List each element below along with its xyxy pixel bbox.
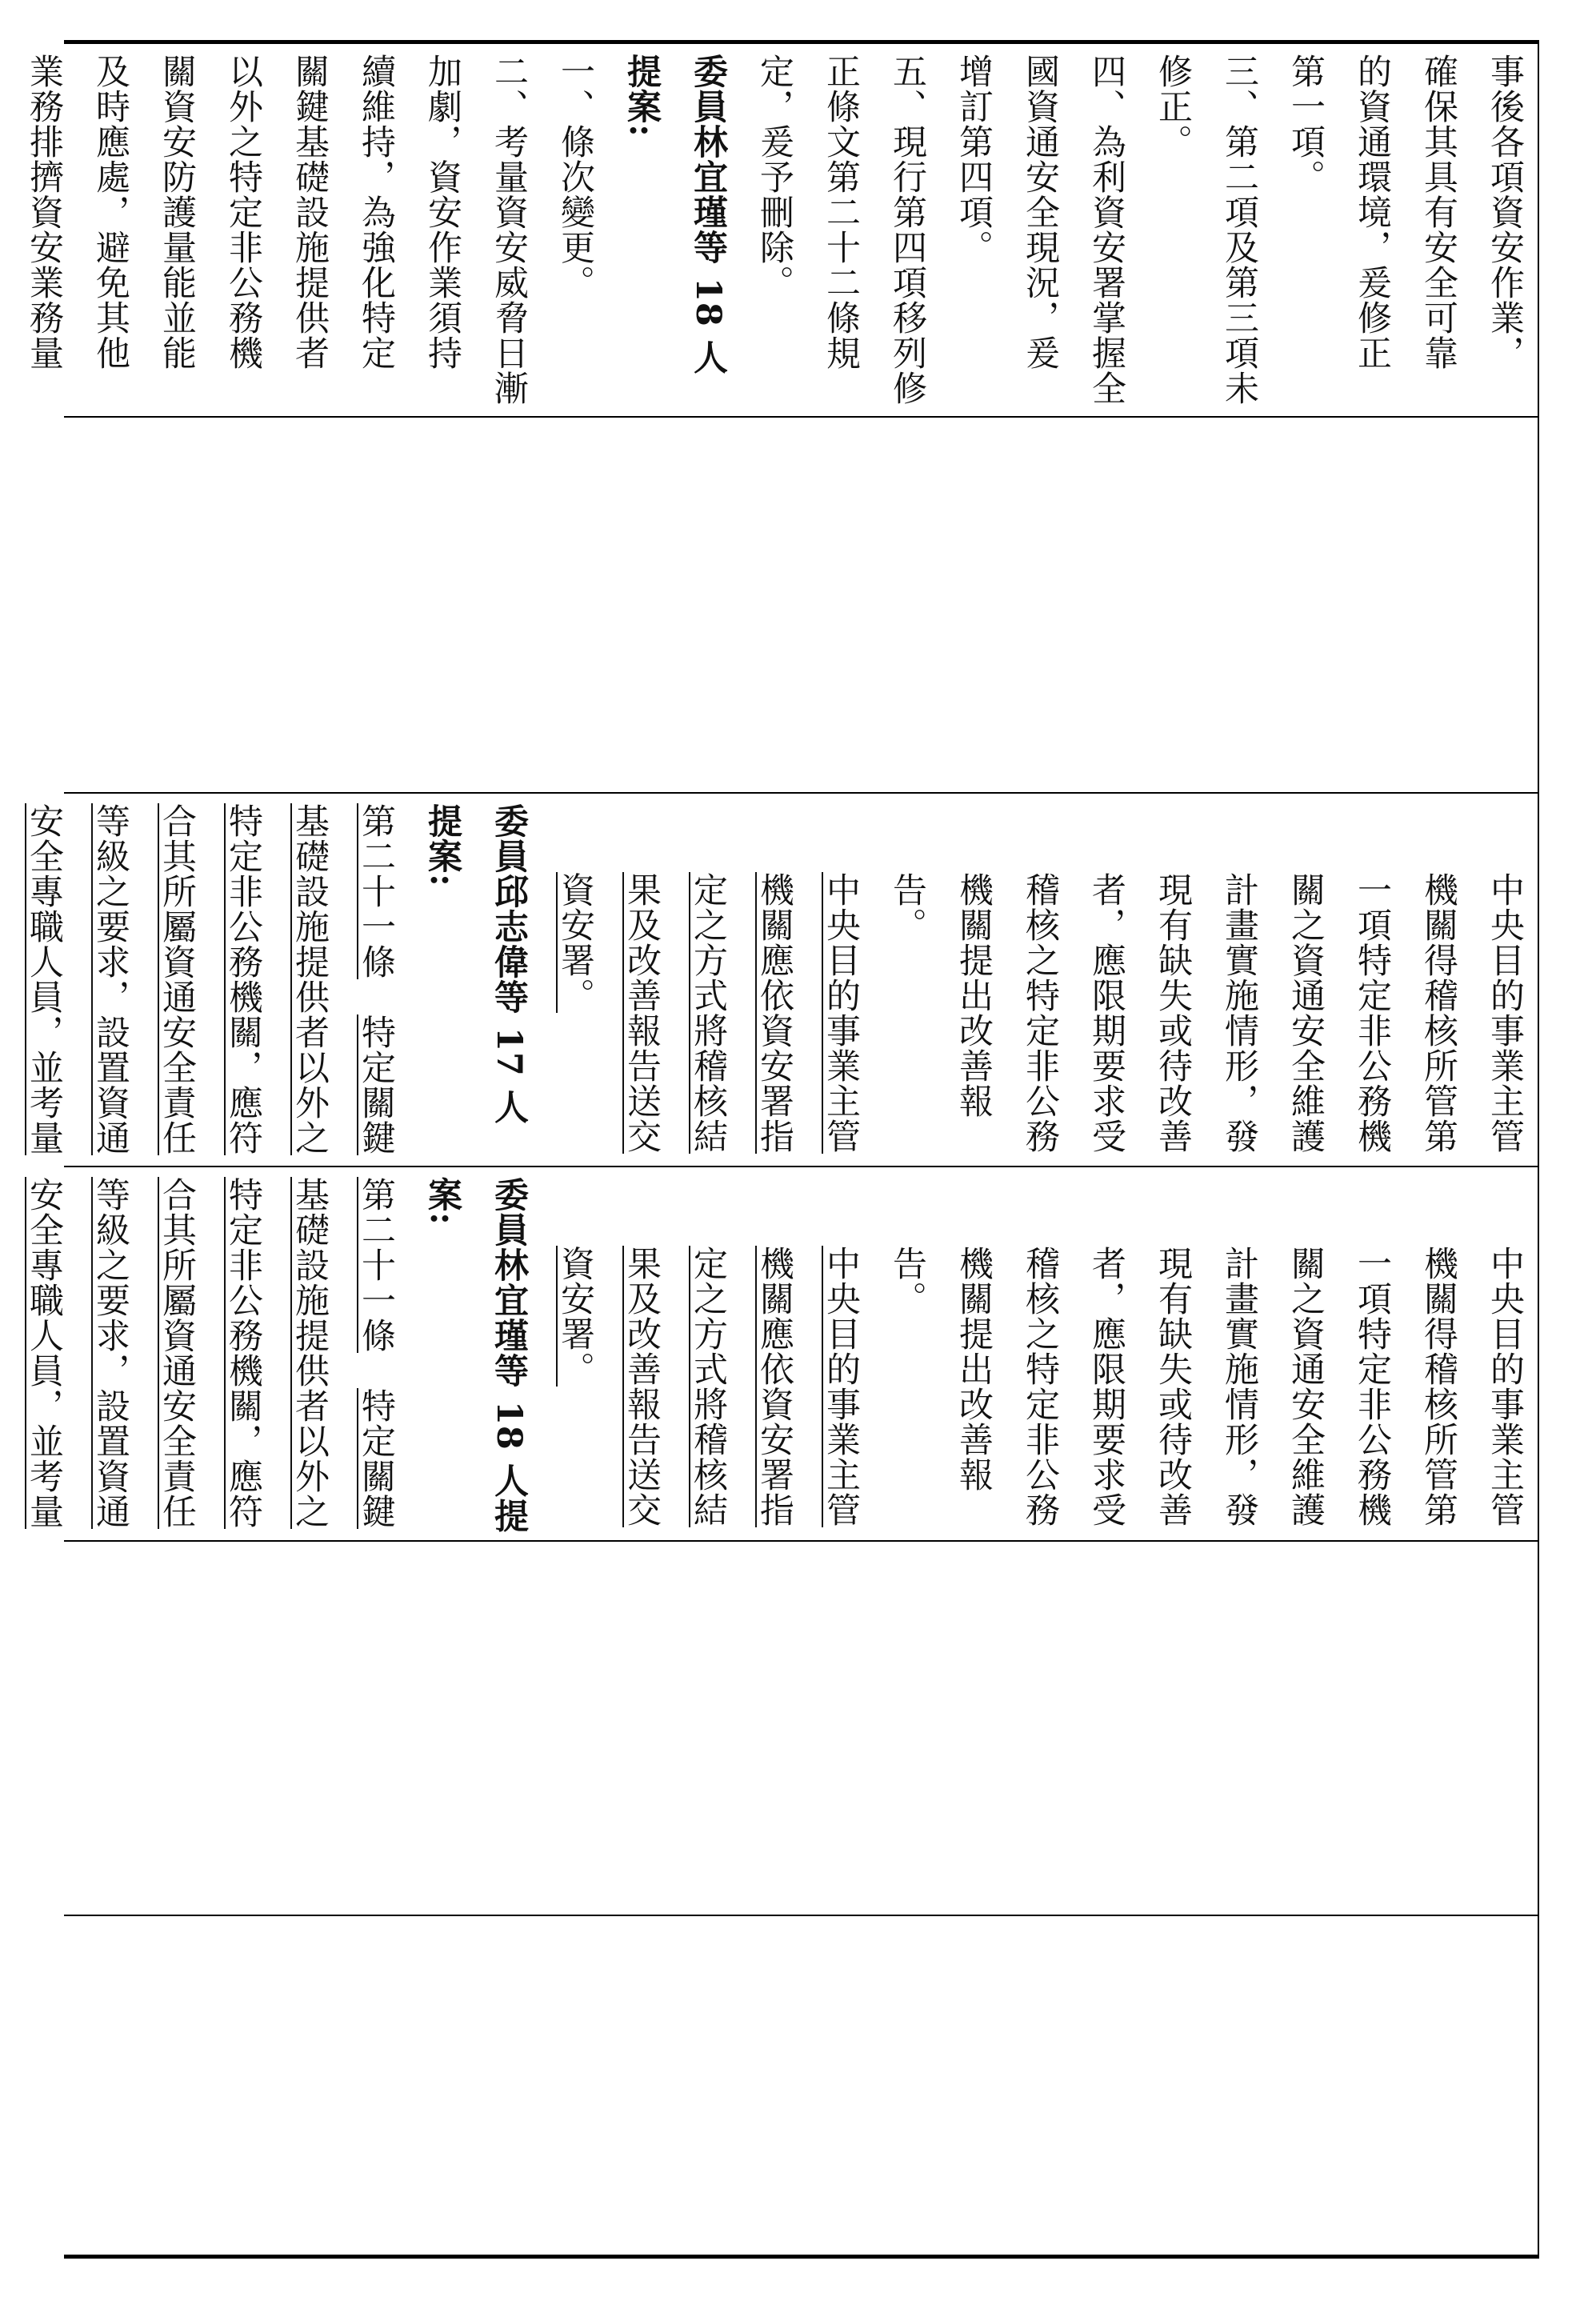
row4-article-body: 特定關鍵基礎設施提供者以外之特定非公務機關，應符合其所屬資通安全責任等級之要求，設置資通安全專職人員，並考量 [24,1177,396,1529]
row1-line: 以外之特定非公務機 [223,54,263,370]
row3-paragraph-report: 中央目的事業主管機關應依資安署指定之方式將稽核結果及改善報告送交資安署。 [555,872,861,1154]
row4-article-number: 第二十一條 [356,1177,396,1353]
row1-line: 五、現行第四項移列修 [887,54,927,406]
row1-line: 關鍵基礎設施提供者 [290,54,330,370]
row2-empty-cell [64,418,1538,792]
row1-explanation-text [0,54,1538,410]
row6-empty-cell [64,1916,1538,2255]
bottom-rule [64,2255,1538,2259]
row5-empty-cell [64,1542,1538,1915]
row1-line: 加劇，資安作業須持 [422,54,462,370]
row3-proposal-cell [24,794,1538,1166]
right-border [1538,40,1539,2259]
row1-line: 事後各項資安作業， [1485,54,1525,370]
row1-line: 定，爰予刪除。 [754,54,794,300]
row4-proposal-header: 委員林宜瑾等 18 人提案: [422,1177,529,1534]
row1-line [0,54,10,410]
row4-text [0,1177,1538,1534]
row3-text [0,803,1538,1159]
row1-line: 確保其具有安全可靠 [1418,54,1458,370]
row1-line: 四、為利資安署掌握全 [1086,54,1126,406]
row1-line: 續維持，為強化特定 [356,54,396,370]
row1-line: 第一項。 [1286,54,1326,194]
row4-paragraph-audit: 中央目的事業主管機關得稽核所管第一項特定非公務機關之資通安全維護計畫實施情形，發現有缺失或待改善者，應限期要求受稽核之特定非公務機關提出改善報告。 [887,1246,1525,1527]
row3-article-body: 特定關鍵基礎設施提供者以外之特定非公務機關，應符合其所屬資通安全責任等級之要求，設置資通安全專職人員，並考量 [24,803,396,1155]
row1-line: 修正。 [1153,54,1193,159]
row1-line: 的資通環境，爰修正 [1352,54,1392,370]
row1-line: 委員林宜瑾等 18 人提案: [622,54,728,375]
row4-paragraph-report: 中央目的事業主管機關應依資安署指定之方式將稽核結果及改善報告送交資安署。 [555,1246,861,1527]
row1-line: 及時應處，避免其他 [90,54,130,370]
row1-line: 一、條次變更。 [555,54,595,300]
row1-line: 增訂第四項。 [954,54,994,265]
row4-proposal-cell [24,1167,1538,1540]
row1-line: 業務排擠資安業務量 [24,54,64,370]
row1-line: 二、考量資安威脅日漸 [489,54,529,406]
row1-line: 三、第二項及第三項未 [1219,54,1259,406]
row1-line: 關資安防護量能並能 [157,54,197,370]
row1-explanation-cell [24,44,1538,416]
row3-proposal-header: 委員邱志偉等 17 人提案: [422,803,529,1125]
row1-line: 正條文第二十二條規 [821,54,861,370]
row3-article-number: 第二十一條 [356,803,396,979]
row3-paragraph-audit: 中央目的事業主管機關得稽核所管第一項特定非公務機關之資通安全維護計畫實施情形，發現有缺失或待改善者，應限期要求受稽核之特定非公務機關提出改善報告。 [887,872,1525,1154]
row1-line: 國資通安全現況，爰 [1020,54,1060,370]
